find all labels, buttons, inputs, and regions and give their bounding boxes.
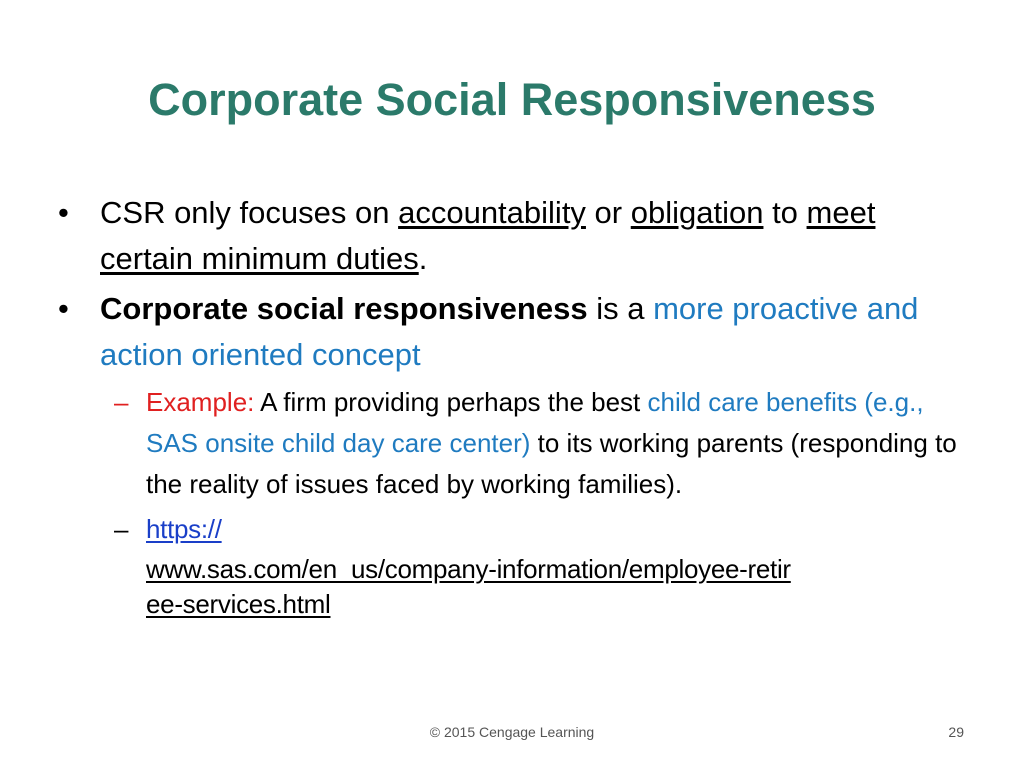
bullet-text-connector: or [585, 195, 631, 230]
bullet-text-connector-2: to [763, 195, 807, 230]
highlight-proactive-concept: more proactive and action oriented concept [100, 291, 919, 372]
sas-link-line-2[interactable]: www.sas.com/en_us/company-information/employee-retir [146, 554, 791, 584]
bullet-text: is a [587, 291, 654, 326]
slide-title: Corporate Social Responsiveness [148, 74, 876, 125]
subbullet-link [100, 509, 966, 619]
bullet-text: CSR only focuses on [100, 195, 399, 230]
sas-link-line-3[interactable]: ee-services.html [146, 589, 331, 619]
highlight-child-care: child care benefits (e.g., SAS onsite child day care center) [146, 387, 924, 458]
term-corporate-social-responsiveness: Corporate social responsiveness [100, 291, 588, 326]
sas-link-line-1[interactable]: https:// [146, 514, 222, 544]
subbullet-example [100, 382, 966, 505]
dash-marker: – [114, 387, 129, 417]
term-minimum-duties: meet certain minimum duties [100, 195, 876, 276]
slide-body [56, 190, 966, 621]
bullet-text-period: . [418, 241, 428, 276]
bullet-marker: • [58, 195, 69, 230]
bullet-csr-definition [56, 190, 966, 282]
term-obligation: obligation [630, 195, 764, 230]
term-accountability: accountability [398, 195, 586, 230]
bullet-responsiveness [56, 286, 966, 378]
subbullet-text-end: to its working parents (responding to the reality of issues faced by working families). [146, 428, 957, 499]
copyright-footer: © 2015 Cengage Learning [429, 724, 595, 740]
example-label: Example: [146, 387, 255, 417]
page-number: 29 [948, 724, 964, 740]
subbullet-text: A firm providing perhaps the best [254, 387, 648, 417]
dash-marker: – [114, 514, 129, 544]
bullet-marker: • [58, 291, 69, 326]
